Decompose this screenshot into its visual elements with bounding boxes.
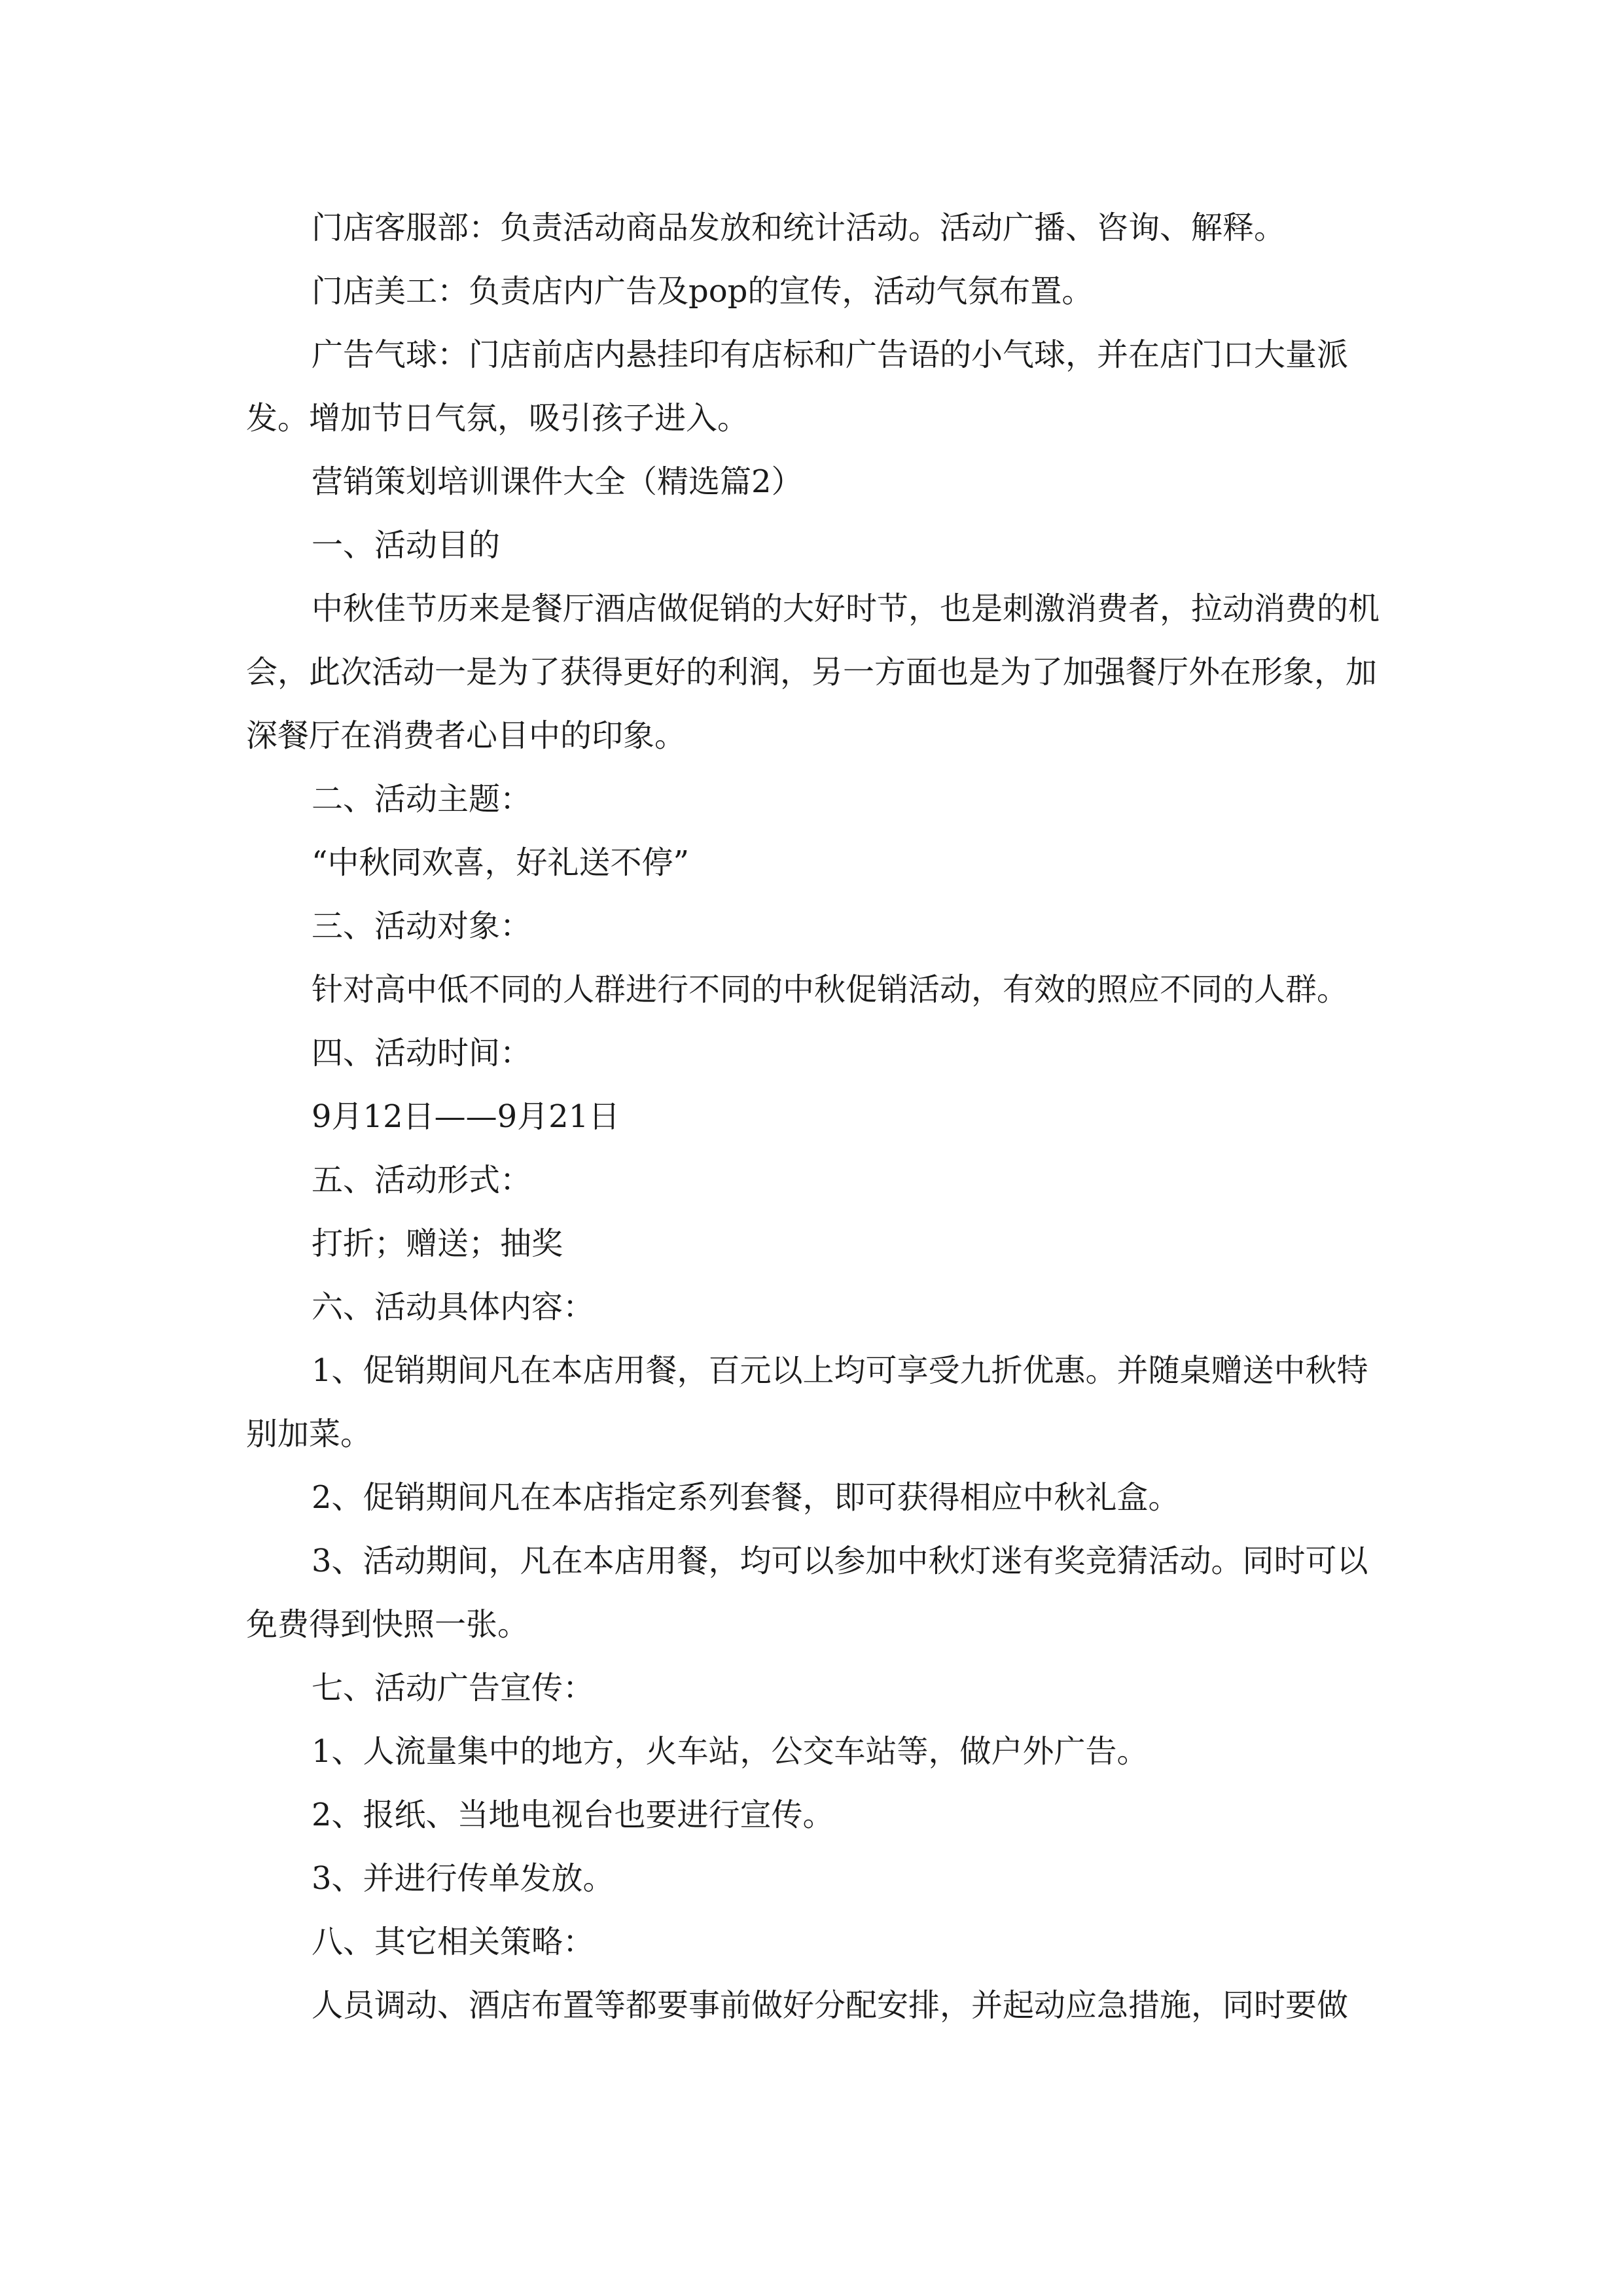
content-item-2: 2、促销期间凡在本店指定系列套餐，即可获得相应中秋礼盒。: [312, 1479, 1180, 1516]
content-item-3: 3、活动期间，凡在本店用餐，均可以参加中秋灯迷有奖竞猜活动。同时可以免费得到快照一张。: [246, 1543, 1368, 1643]
paragraph-store-service: 门店客服部：负责活动商品发放和统计活动。活动广播、咨询、解释。: [312, 209, 1286, 246]
heading-purpose: 一、活动目的: [312, 527, 501, 564]
advertising-item-3: 3、并进行传单发放。: [312, 1860, 615, 1897]
paragraph-time: 9月12日——9月21日: [312, 1098, 620, 1135]
advertising-item-1: 1、人流量集中的地方，火车站，公交车站等，做户外广告。: [312, 1733, 1149, 1770]
heading-advertising: 七、活动广告宣传：: [312, 1670, 595, 1706]
advertising-item-2: 2、报纸、当地电视台也要进行宣传。: [312, 1797, 834, 1833]
paragraph-balloons: 广告气球：门店前店内悬挂印有店标和广告语的小气球，并在店门口大量派发。增加节日气氛，吸引孩子进入。: [246, 336, 1349, 437]
content-item-1: 1、促销期间凡在本店用餐，百元以上均可享受九折优惠。并随桌赠送中秋特别加菜。: [246, 1352, 1368, 1452]
heading-format: 五、活动形式：: [312, 1162, 532, 1198]
document-body: [246, 196, 1385, 2037]
paragraph-other-strategies: 人员调动、酒店布置等都要事前做好分配安排，并起动应急措施，同时要做: [312, 1987, 1349, 2024]
heading-audience: 三、活动对象：: [312, 908, 532, 944]
paragraph-format: 打折；赠送；抽奖: [312, 1225, 563, 1262]
paragraph-theme: “中秋同欢喜，好礼送不停”: [312, 844, 690, 881]
section-title: 营销策划培训课件大全（精选篇2）: [312, 463, 803, 500]
heading-theme: 二、活动主题：: [312, 781, 532, 817]
heading-time: 四、活动时间：: [312, 1035, 532, 1071]
paragraph-store-artist: 门店美工：负责店内广告及pop的宣传，活动气氛布置。: [312, 273, 1094, 310]
heading-other-strategies: 八、其它相关策略：: [312, 1924, 595, 1960]
paragraph-purpose: 中秋佳节历来是餐厅酒店做促销的大好时节，也是刺激消费者，拉动消费的机会，此次活动一是为了获得更好的利润，另一方面也是为了加强餐厅外在形象，加深餐厅在消费者心目中的印象。: [246, 590, 1380, 754]
heading-content: 六、活动具体内容：: [312, 1289, 595, 1325]
paragraph-audience: 针对高中低不同的人群进行不同的中秋促销活动，有效的照应不同的人群。: [312, 971, 1349, 1008]
